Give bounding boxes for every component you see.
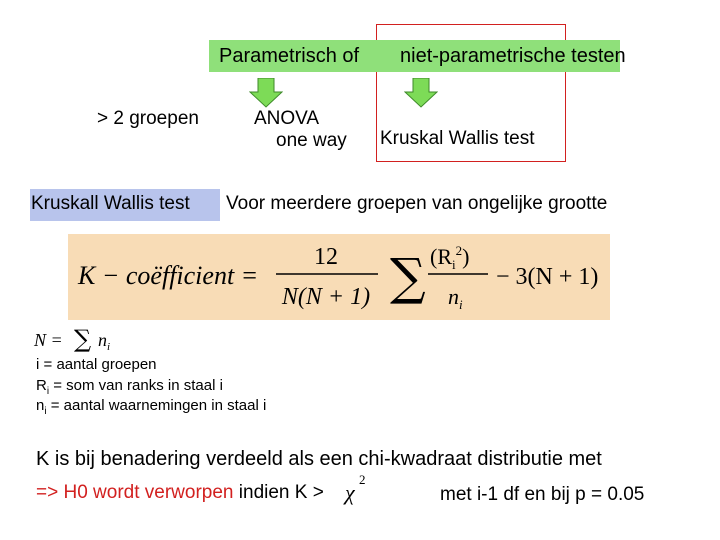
sigma-icon: ∑ (390, 248, 426, 306)
chi-square-symbol (343, 472, 373, 506)
n-formula-lhs: N = (34, 330, 63, 350)
df-statement: met i-1 df en bij p = 0.05 (440, 484, 645, 505)
down-arrow-icon (404, 78, 438, 108)
n-formula (32, 322, 122, 356)
sum-denominator-sub: i (459, 297, 463, 312)
definition-i: i = aantal groepen (36, 356, 157, 373)
formula-denominator: N(N + 1) (281, 284, 371, 310)
formula-tail: − 3(N + 1) (496, 264, 599, 290)
sum-numerator-sub: i (452, 257, 456, 272)
sigma-icon: ∑ (74, 325, 92, 353)
title-banner (209, 40, 626, 72)
parametric-test: ANOVA (254, 108, 320, 129)
svg-text:(Ri2) (430, 243, 469, 272)
formula-numerator: 12 (314, 244, 338, 270)
n-formula-sub: i (107, 341, 111, 353)
formula-lhs: K − coëfficient = (78, 261, 259, 290)
parametric-subtitle: one way (276, 130, 347, 151)
n-formula-term: n (98, 330, 107, 350)
distribution-statement: K is bij benadering verdeeld als een chi-kwadraat distributie met (36, 448, 602, 470)
k-coefficient-formula (68, 234, 610, 320)
formula-box (68, 234, 610, 320)
h0-statement (36, 482, 324, 504)
svg-text:ni (98, 330, 110, 353)
kruskal-label: Kruskall Wallis test (31, 193, 190, 214)
sum-denominator: n (448, 284, 459, 309)
svg-text:χ: χ (345, 480, 355, 505)
svg-text:2: 2 (359, 472, 366, 487)
kruskal-description: Voor meerdere groepen van ongelijke grootte (226, 193, 608, 214)
title-left: Parametrisch of (219, 45, 360, 67)
sum-numerator: (R (430, 244, 452, 269)
sum-numerator-sup: 2 (455, 243, 463, 258)
groups-label: > 2 groepen (97, 108, 199, 129)
nonparametric-test: Kruskal Wallis test (380, 128, 535, 149)
h0-black-text: indien K > (233, 482, 324, 503)
title-right: niet-parametrische testen (400, 45, 626, 67)
definition-r: $R_i$ = som van ranks in staal i (36, 377, 223, 397)
svg-text:ni (448, 284, 463, 312)
sum-numerator-close: ) (462, 244, 470, 269)
down-arrow-icon (249, 78, 283, 108)
h0-red-text: => H0 wordt verworpen (36, 482, 234, 503)
definition-n: $n_i$ = aantal waarnemingen in staal i (36, 397, 267, 417)
